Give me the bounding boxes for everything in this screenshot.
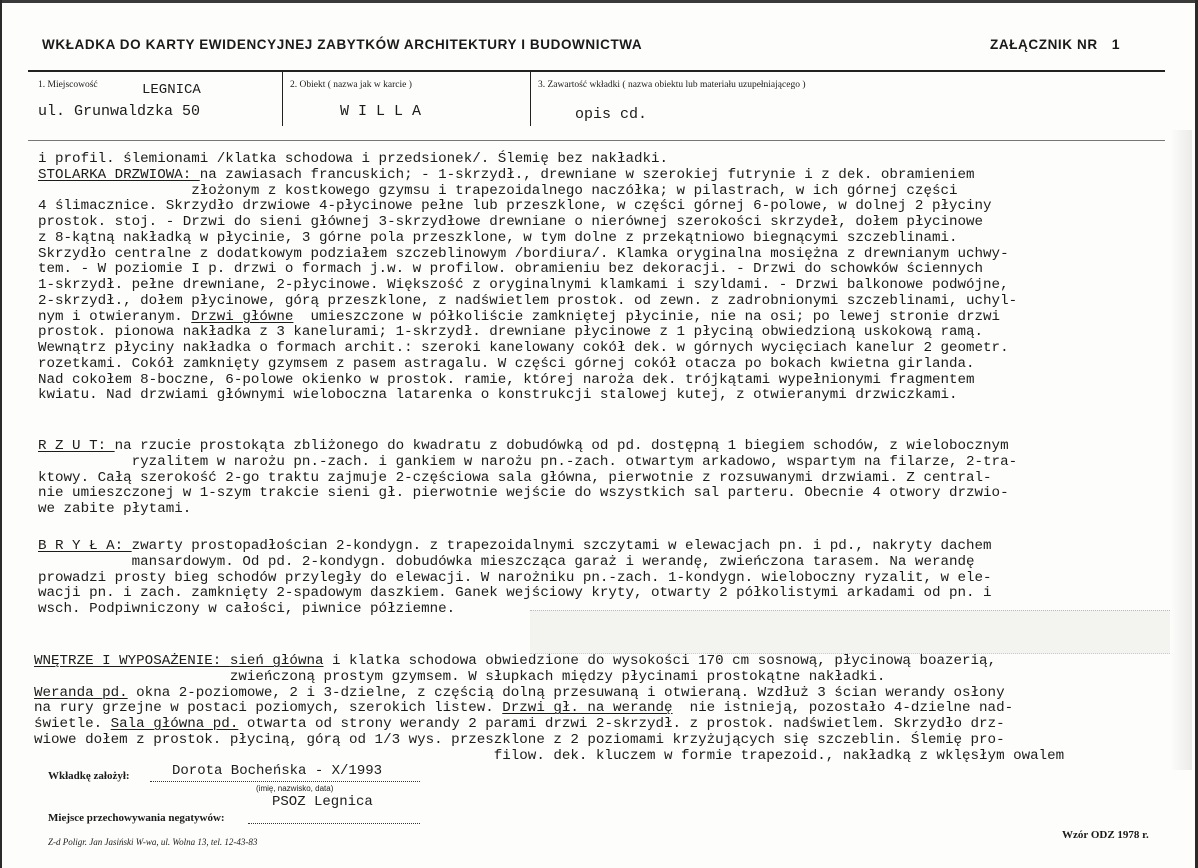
fields-bottom-rule	[28, 140, 1165, 141]
card-edge-left	[0, 0, 2, 868]
stolarka-line	[38, 198, 992, 214]
rzut-line	[38, 438, 1009, 454]
text-segment: prostok. pionowa nakładka z 3 kanelurami; 1-skrzydł. drewniane płycinowe z 1 płyciną obwiedzioną uskokową ramą.	[38, 324, 984, 341]
text-segment: Nad cokołem 8-boczne, 6-polowe okienko w prostok. ramie, której naroża dek. trójkątami wypełnionymi fragmentem	[38, 371, 975, 388]
text-segment: filow. dek. kluczem w formie trapezoid., nakładką z wklęsłym owalem	[34, 747, 1065, 764]
text-segment: mansardowym. Od pd. 2-kondygn. dobudówka mieszcząca garaż i werandę, zwieńczona tarasem. Na werandę	[38, 553, 975, 570]
underlined-term: Sala główna pd.	[110, 716, 239, 732]
text-segment: na zawiasach francuskich; - 1-skrzydł., drewniane w szerokiej futrynie i z dek. obramieniem	[199, 166, 975, 183]
stolarka-line	[38, 372, 975, 388]
stolarka-line	[38, 324, 983, 340]
underlined-term: STOLARKA DRZWIOWA:	[38, 166, 200, 183]
text-segment: kwiatu. Nad drzwiami głównymi wieloboczna latarenka o konstrukcji stalowej kutej, z otwieranymi drzwiczkami.	[38, 387, 958, 404]
locality-caption: 1. Miejscowość	[38, 80, 98, 90]
stolarka-line	[38, 214, 983, 230]
wnetrze-line	[34, 700, 1013, 716]
installed-by-line	[150, 781, 420, 782]
margin-shadow	[1170, 130, 1192, 770]
installed-by-hint: (imię, nazwisko, data)	[256, 784, 334, 793]
text-segment: prowadzi prosty bieg schodów przyległy do elewacji. W narożniku pn.-zach. 1-kondygn. wieloboczny ryzalit, w ele-	[38, 569, 992, 586]
underlined-term: WNĘTRZE I WYPOSAŻENIE:	[34, 653, 230, 669]
field-divider-2	[530, 70, 531, 126]
underlined-term: sień główna	[229, 653, 324, 669]
text-segment: wacji pn. i zach. zamknięty 2-spadowym daszkiem. Ganek wejściowy kryty, otwarty 2 półkolistymi arkadami od pn. i	[38, 585, 992, 602]
installed-by-value: Dorota Bocheńska - X/1993	[172, 763, 383, 779]
text-segment: i klatka schodowa obwiedzione do wysokości 170 cm sosnową, płycinową boazerią,	[323, 653, 997, 669]
content-caption: 3. Zawartość wkładki ( nazwa obiektu lub materiału uzupełniającego )	[538, 80, 806, 90]
stolarka-line	[38, 309, 1000, 325]
text-segment: Wewnątrz płyciny nakładka o formach archit.: szeroki kanelowany cokół dek. w górnych wycięciach kanelur 2 geometr.	[38, 340, 1009, 356]
content-value: opis cd.	[575, 106, 648, 123]
installed-by-label: Wkładkę założył:	[48, 770, 130, 782]
bryla-line	[38, 585, 992, 601]
stolarka-line	[38, 151, 668, 167]
stolarka-line	[38, 293, 1017, 309]
underlined-term: R Z U T:	[38, 438, 115, 454]
institution-value: PSOZ Legnica	[272, 794, 373, 810]
tape-strip	[530, 610, 1170, 654]
wnetrze-line	[34, 653, 996, 669]
text-segment: nym i otwieranym.	[38, 308, 192, 325]
stolarka-line	[38, 356, 975, 372]
underlined-term: Drzwi gł. na werandę	[502, 700, 673, 717]
address-value: ul. Grunwaldzka 50	[38, 103, 201, 120]
rzut-line	[38, 454, 1017, 470]
wnetrze-line	[34, 716, 1005, 732]
stolarka-line	[38, 246, 1009, 262]
underlined-term: Weranda pd.	[34, 684, 128, 701]
underlined-term: Drzwi główne	[191, 308, 294, 325]
text-segment: świetle.	[34, 716, 111, 732]
stolarka-line	[38, 340, 1009, 356]
text-segment: wsch. Podpiwniczony w całości, piwnice półziemne.	[38, 601, 456, 617]
text-segment: z 8-kątną nakładką w płycinie, 3 górne pola przeszklone, w tym dolne z przekątniowo biegnącymi szczeblinami.	[38, 229, 958, 246]
printer-imprint: Z-d Poligr. Jan Jasiński W-wa, ul. Wolna 13, tel. 12-43-83	[48, 837, 258, 847]
text-segment: 2-skrzydł., dołem płycinowe, górą przeszklone, z nadświetlem prostok. od zewn. z zadrobnionymi szczeblinami, uchyl-	[38, 292, 1018, 309]
text-segment: nie umieszczonej w 1-szym trakcie sieni gł. pierwotnie wejście do wszystkich sal parteru. Obecnie 4 otwory drzwio-	[38, 485, 1009, 502]
card-edge-top	[0, 0, 1198, 3]
object-value: W I L L A	[340, 103, 422, 120]
text-segment: rozetkami. Cokół zamknięty gzymsem z pasem astragalu. W części górnej cokół otacza po bokach kwietna girlanda.	[38, 355, 975, 372]
negatives-label: Miejsce przechowywania negatywów:	[48, 812, 225, 824]
text-segment: ryzalitem w narożu pn.-zach. i gankiem w narożu pn.-zach. otwartym arkadowo, wspartym na filarze, 2-tra-	[38, 453, 1018, 470]
locality-value: LEGNICA	[142, 82, 201, 98]
bryla-line	[38, 570, 992, 586]
text-segment: wiowe dołem z prostok. płyciną, górą od 1/3 wys. przeszklone z 2 poziomami krzyżujących się szczeblin. Ślemię pro-	[34, 731, 1005, 748]
annex-label-text: ZAŁĄCZNIK NR	[990, 37, 1098, 52]
negatives-line	[248, 823, 420, 824]
bryla-line	[38, 554, 975, 570]
object-caption: 2. Obiekt ( nazwa jak w karcie )	[290, 80, 412, 90]
text-segment: złożonym z kostkowego gzymsu i trapezoidalnego naczółka; w pilastrach, w ich górnej części	[38, 182, 958, 199]
text-segment: na rzucie prostokąta zbliżonego do kwadratu z dobudówką od pd. dostępną 1 biegiem schodów, z wielobocznym	[114, 438, 1009, 454]
text-segment: otwarta od strony werandy 2 parami drzwi 2-skrzydł. z prostok. nadświetlem. Skrzydło drz-	[238, 716, 1005, 732]
form-title: WKŁADKA DO KARTY EWIDENCYJNEJ ZABYTKÓW ARCHITEKTURY I BUDOWNICTWA	[42, 37, 643, 52]
stolarka-line	[38, 230, 958, 246]
wnetrze-line	[34, 685, 1005, 701]
annex-number: 1	[1111, 36, 1121, 52]
stolarka-line	[38, 387, 958, 403]
text-segment: nie istnieją, pozostało 4-dzielne nad-	[672, 700, 1014, 717]
text-segment: umieszczone w półkoliście zamkniętej płycinie, nie na osi; po lewej stronie drzwi	[293, 308, 1001, 325]
header-rule	[28, 70, 1165, 72]
wnetrze-line	[34, 748, 1064, 764]
rzut-line	[38, 501, 191, 517]
text-segment: na rury grzejne w postaci poziomych, szerokich listew.	[34, 700, 503, 717]
text-segment: zwarty prostopadłościan 2-kondygn. z trapezoidalnymi szczytami w elewacjach pn. i pd., nakryty dachem	[131, 538, 992, 554]
text-segment: 4 ślimacznice. Skrzydło drzwiowe 4-płycinowe pełne lub przeszklone, w części górnej 6-polowe, w dolnej 2 płyciny	[38, 198, 992, 215]
wnetrze-line	[34, 732, 1005, 748]
stolarka-line	[38, 167, 975, 183]
text-segment: 1-skrzydł. pełne drewniane, 2-płycinowe. Większość z oryginalnymi klamkami i szyldami. - Drzwi balkonowe podwójne,	[38, 277, 1009, 293]
annex-label	[990, 36, 1120, 52]
form-code: Wzór ODZ 1978 r.	[1062, 829, 1149, 841]
text-segment: we zabite płytami.	[38, 501, 192, 517]
text-segment: ktowy. Całą szerokość 2-go traktu zajmuje 2-częściowa sala główna, pierwotnie z rozsuwanymi drzwiami. Z central-	[38, 469, 992, 486]
text-segment: zwieńczoną prostym gzymsem. W słupkach między płycinami prostokątne nakładki.	[34, 668, 886, 685]
stolarka-line	[38, 261, 983, 277]
underlined-term: B R Y Ł A:	[38, 538, 132, 554]
text-segment: i profil. ślemionami /klatka schodowa i przedsionek/. Ślemię bez nakładki.	[38, 151, 669, 167]
wnetrze-line	[34, 669, 885, 685]
rzut-line	[38, 470, 992, 486]
stolarka-line	[38, 277, 1009, 293]
text-segment: Skrzydło centralne z dodatkowym podziałem szczeblinowym /bordiura/. Klamka oryginalna mosiężna z drewnianym uchwy-	[38, 245, 1009, 262]
rzut-line	[38, 485, 1009, 501]
bryla-line	[38, 601, 455, 617]
bryla-line	[38, 538, 992, 554]
text-segment: okna 2-poziomowe, 2 i 3-dzielne, z częścią dolną przesuwaną i otwieraną. Wzdłuż 3 ścian werandy osłony	[127, 684, 1005, 701]
stolarka-line	[38, 183, 958, 199]
text-segment: prostok. stoj. - Drzwi do sieni głównej 3-skrzydłowe drewniane o nierównej szerokości skrzydeł, dołem płycinowe	[38, 214, 984, 230]
text-segment: tem. - W poziomie I p. drzwi o formach j.w. w profilow. obramieniu bez dekoracji. - Drzwi do schowków ściennych	[38, 261, 984, 278]
field-divider-1	[282, 70, 283, 126]
